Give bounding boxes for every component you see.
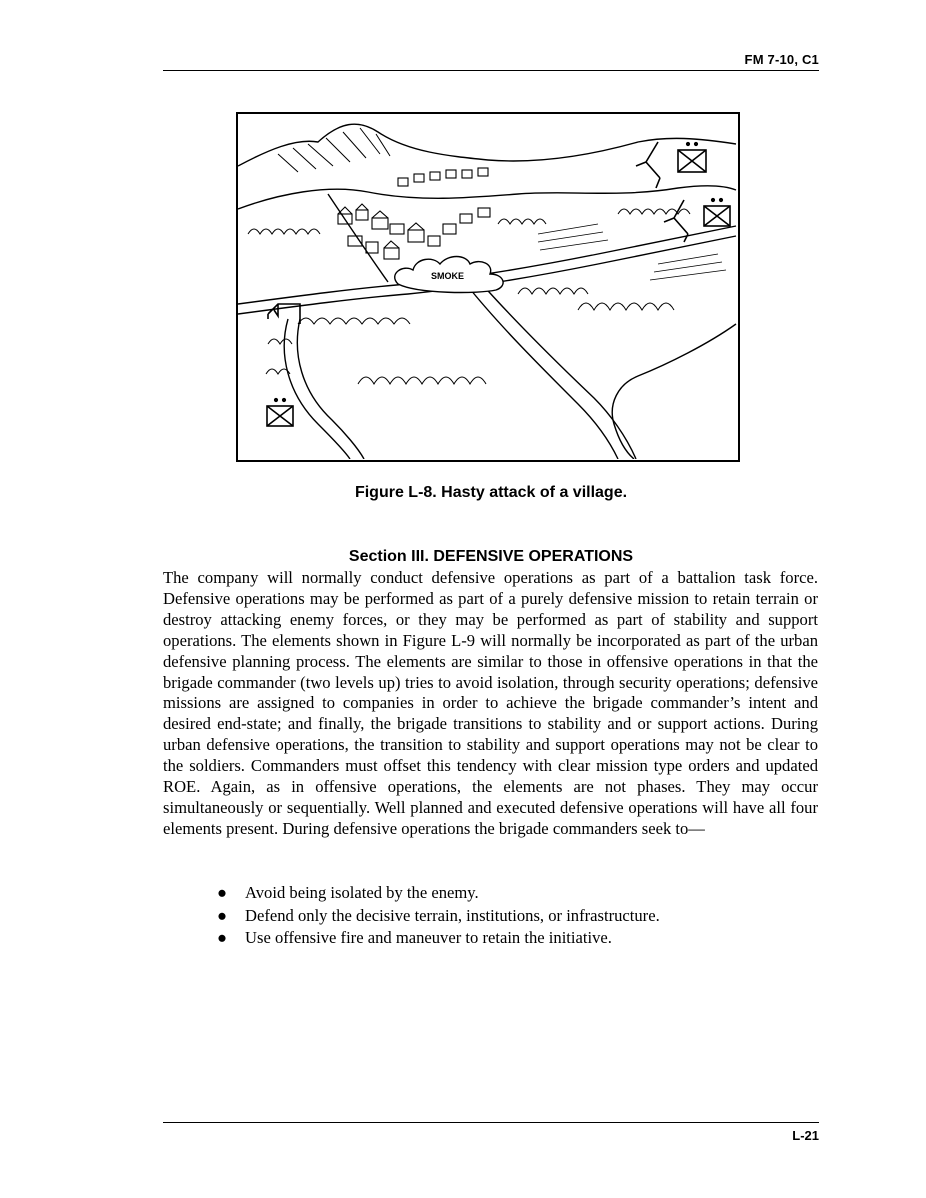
enemy-arrow-lower: [664, 200, 688, 242]
infantry-unit-symbol: [267, 399, 293, 426]
infantry-unit-symbol: [678, 143, 706, 172]
hill-hatching: [278, 128, 390, 172]
bullet-icon: ●: [217, 928, 228, 947]
mid-hills: [238, 186, 736, 209]
bullet-text: Defend only the decisive terrain, institutions, or infrastructure.: [245, 905, 660, 925]
ridge-line: [238, 124, 736, 166]
section-paragraph: The company will normally conduct defensive operations as part of a battalion task force. Defensive operations may be performed as part of a purely defensive mission to retain terrain or destroy attacking enemy forces, or they may be performed as part of stability and support operations. The elements shown in Figure L-9 will normally be incorporated as part of the urban defensive planning process. The elements are similar to those in offensive operations in that the brigade commander (two levels up) tries to avoid isolation, through security operations; defensive missions are assigned to companies in order to achieve the brigade commander’s intent and desired end-state; and finally, the brigade transitions to stability and or support actions. During urban defensive operations, the transition to stability and support operations may not be clear to the soldiers. Commanders must offset this tendency with clear mission type orders and updated ROE. Again, as in offensive operations, the elements are not phases. They may occur simultaneously or sequentially. Well planned and executed defensive operations will have all four elements present. During defensive operations the brigade commanders seek to—: [163, 568, 818, 838]
infantry-unit-symbol: [704, 199, 730, 226]
right-stream: [612, 324, 736, 459]
field-furrows: [538, 224, 726, 280]
left-road-2: [297, 319, 364, 459]
village-buildings: [338, 168, 490, 259]
figure-caption: Figure L-8. Hasty attack of a village.: [354, 484, 628, 501]
bullet-icon: ●: [217, 883, 228, 902]
section-title: Section III. DEFENSIVE OPERATIONS: [348, 548, 634, 565]
diagonal-road-right: [480, 282, 636, 459]
bullet-text: Avoid being isolated by the enemy.: [245, 883, 479, 902]
bullet-icon: ●: [217, 905, 228, 925]
document-id: FM 7-10, C1: [744, 52, 819, 67]
diagonal-road-left: [466, 284, 618, 459]
upper-lane: [328, 194, 388, 282]
header-rule: [163, 70, 819, 71]
list-item: [215, 905, 815, 928]
figure-l8-illustration: [236, 112, 740, 462]
smoke-label: SMOKE: [431, 271, 465, 281]
tree-lines: [248, 209, 690, 384]
page-number: L-21: [792, 1128, 819, 1143]
bullet-list: [215, 882, 815, 950]
footer-rule: [163, 1122, 819, 1123]
enemy-arrow-upper: [636, 142, 660, 188]
list-item: [215, 882, 815, 905]
left-road: [284, 319, 350, 459]
bullet-text: Use offensive fire and maneuver to retain the initiative.: [245, 928, 612, 947]
list-item: [215, 927, 815, 950]
